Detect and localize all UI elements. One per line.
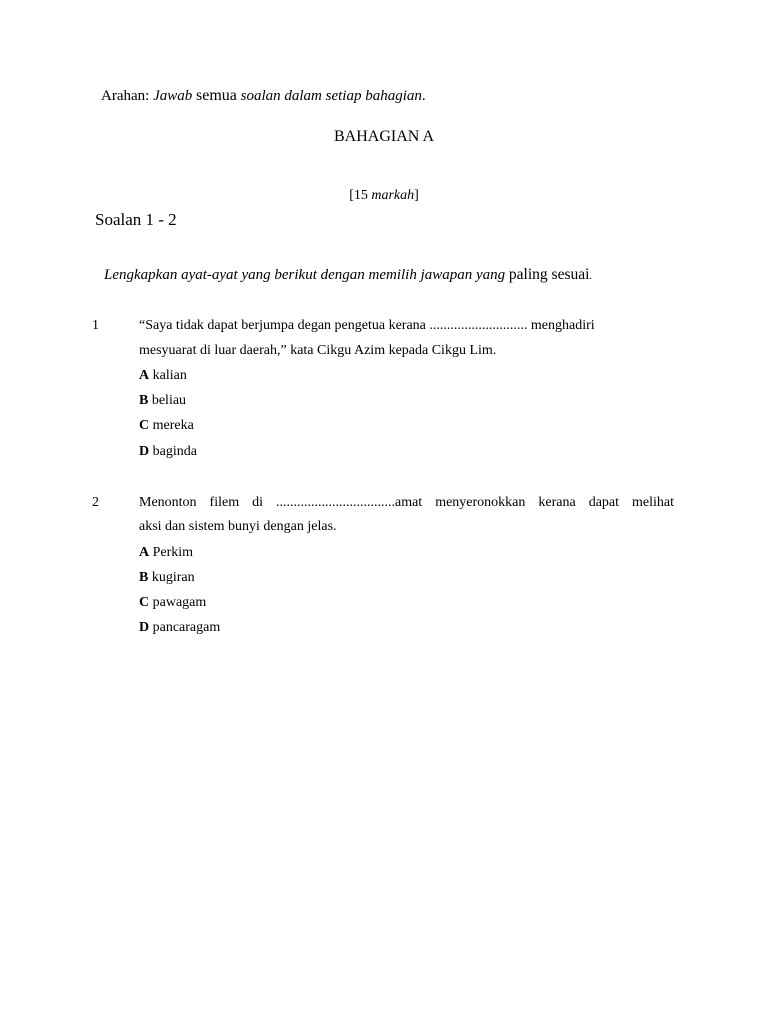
option-text: pancaragam <box>152 620 221 635</box>
marks-word: markah <box>371 188 415 203</box>
answer-option <box>139 418 194 434</box>
option-letter: C <box>139 418 150 433</box>
option-text: pawagam <box>152 595 207 610</box>
instructions-end: . <box>421 88 426 104</box>
option-text: mereka <box>152 418 194 433</box>
question-number: 1 <box>92 318 99 333</box>
instructions <box>101 87 426 105</box>
answer-option <box>139 620 220 636</box>
question-text-line2: aksi dan sistem bunyi dengan jelas. <box>139 519 337 534</box>
question-number: 2 <box>92 495 99 510</box>
option-letter: C <box>139 595 150 610</box>
marks-close: ] <box>414 188 419 203</box>
question-text-line2: mesyuarat di luar daerah,” kata Cikgu Azim kepada Cikgu Lim. <box>139 343 497 358</box>
question-text-line1: Menonton filem di ..................................amat menyeronokkan kerana dapat melihat <box>139 495 674 510</box>
option-letter: D <box>139 444 150 459</box>
answer-option <box>139 545 193 561</box>
answer-option <box>139 368 187 384</box>
answer-option <box>139 595 206 611</box>
option-text: baginda <box>152 444 197 459</box>
option-letter: A <box>139 545 150 560</box>
option-text: beliau <box>151 393 187 408</box>
option-letter: D <box>139 620 150 635</box>
question-range: Soalan 1 - 2 <box>95 210 177 229</box>
instructions-part1: Jawab <box>153 88 193 104</box>
option-letter: A <box>139 368 150 383</box>
option-text: kalian <box>152 368 187 383</box>
option-text: Perkim <box>152 545 194 560</box>
answer-option <box>139 393 186 409</box>
direction-end: . <box>589 271 592 282</box>
section-title: BAHAGIAN A <box>334 128 434 145</box>
instructions-part2: semua <box>195 87 237 104</box>
direction-emphasis: paling sesuai <box>508 266 590 283</box>
instructions-part3: soalan dalam setiap bahagian <box>240 88 422 104</box>
section-marks <box>0 188 768 204</box>
question-text-line1: “Saya tidak dapat berjumpa degan pengetua kerana ............................ menghadiri <box>139 318 595 333</box>
option-text: kugiran <box>151 570 195 585</box>
answer-option <box>139 444 197 460</box>
direction <box>104 266 592 284</box>
answer-option <box>139 570 195 586</box>
direction-text: Lengkapkan ayat-ayat yang berikut dengan memilih jawapan yang <box>104 267 509 283</box>
option-letter: B <box>139 570 149 585</box>
marks-open: [15 <box>349 188 372 203</box>
instructions-label: Arahan: <box>101 88 154 104</box>
option-letter: B <box>139 393 149 408</box>
